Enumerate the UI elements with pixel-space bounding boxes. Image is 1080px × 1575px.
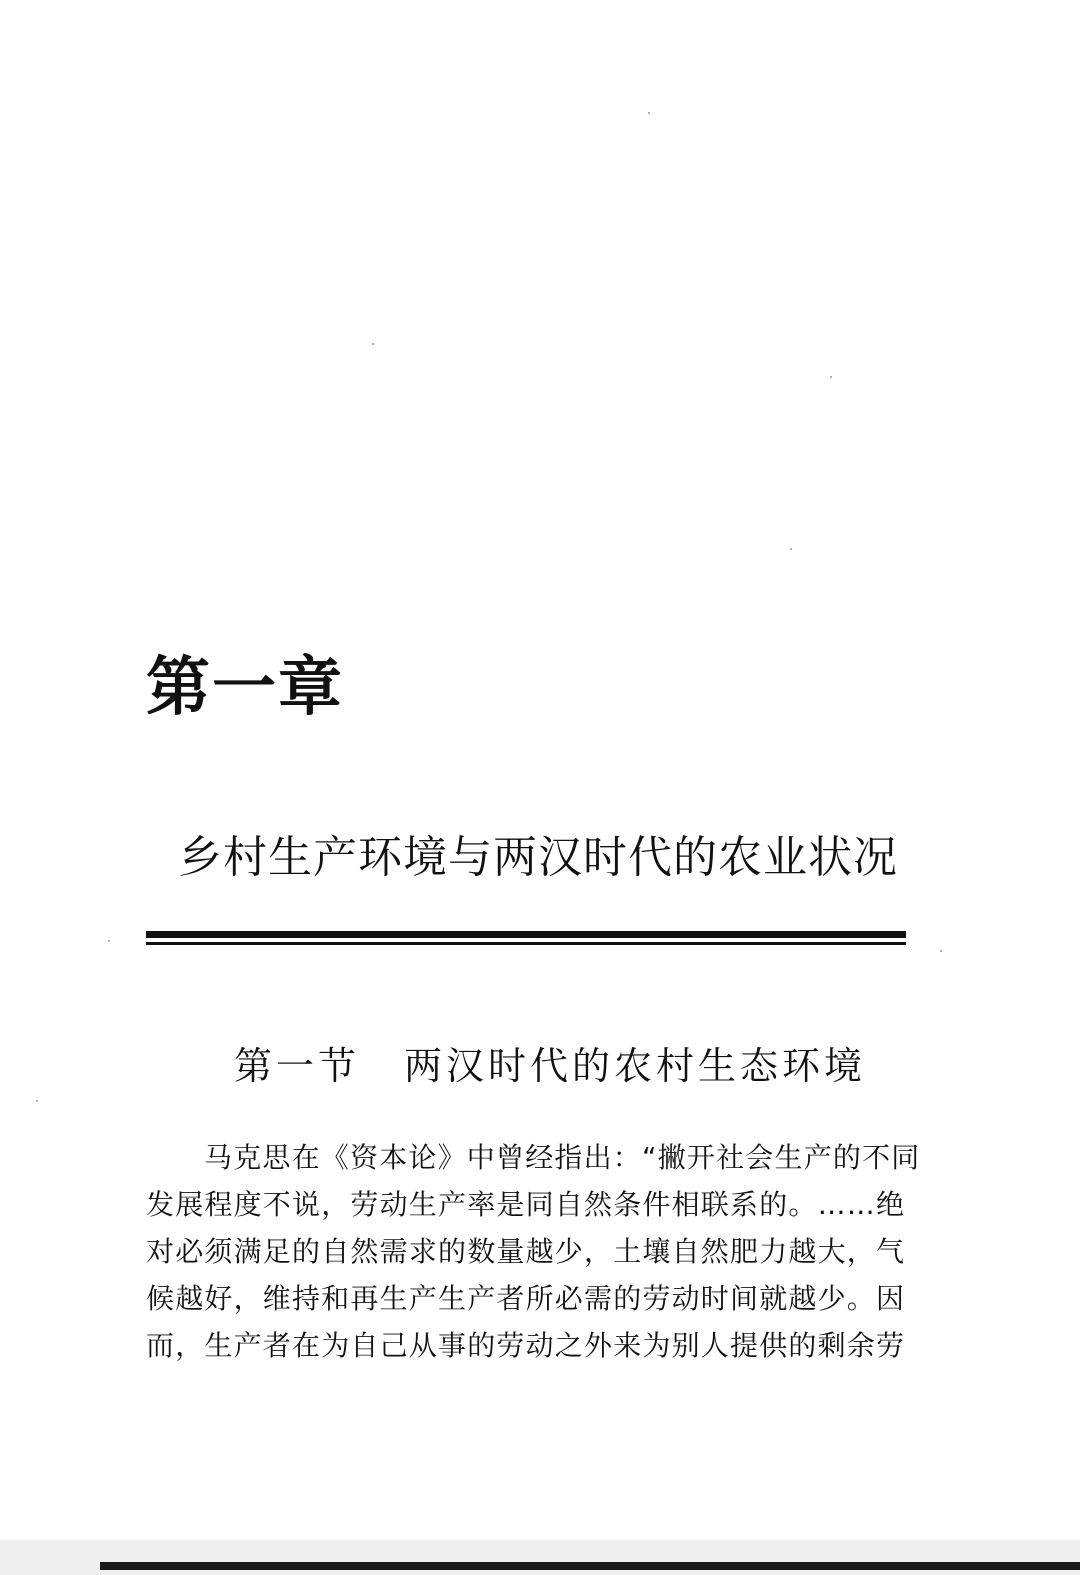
title-divider-thin (146, 942, 906, 945)
body-line: 对必须满足的自然需求的数量越少，土壤自然肥力越大，气 (146, 1235, 906, 1268)
scan-speck (790, 548, 792, 550)
chapter-title: 乡村生产环境与两汉时代的农业状况 (178, 832, 898, 883)
scan-speck (372, 343, 374, 345)
body-line: 发展程度不说，劳动生产率是同自然条件相联系的。……绝 (146, 1188, 906, 1221)
body-paragraph (146, 1134, 921, 1369)
section-title: 两汉时代的农村生态环境 (404, 1044, 867, 1088)
next-page-edge (100, 1562, 1080, 1570)
scan-speck (830, 376, 832, 378)
body-line: 马克思在《资本论》中曾经指出：“撇开社会生产的不同 (204, 1141, 921, 1174)
section-heading (234, 1042, 866, 1090)
scan-speck (648, 112, 650, 114)
title-divider-thick (146, 931, 906, 938)
body-line: 而，生产者在为自己从事的劳动之外来为别人提供的剩余劳 (146, 1329, 906, 1362)
scan-speck (36, 1100, 38, 1102)
body-line: 候越好，维持和再生产生产者所必需的劳动时间就越少。因 (146, 1282, 906, 1315)
scan-speck (940, 950, 942, 952)
section-number: 第一节 (234, 1044, 361, 1088)
scan-speck (108, 940, 110, 942)
chapter-label: 第一章 (146, 650, 344, 725)
